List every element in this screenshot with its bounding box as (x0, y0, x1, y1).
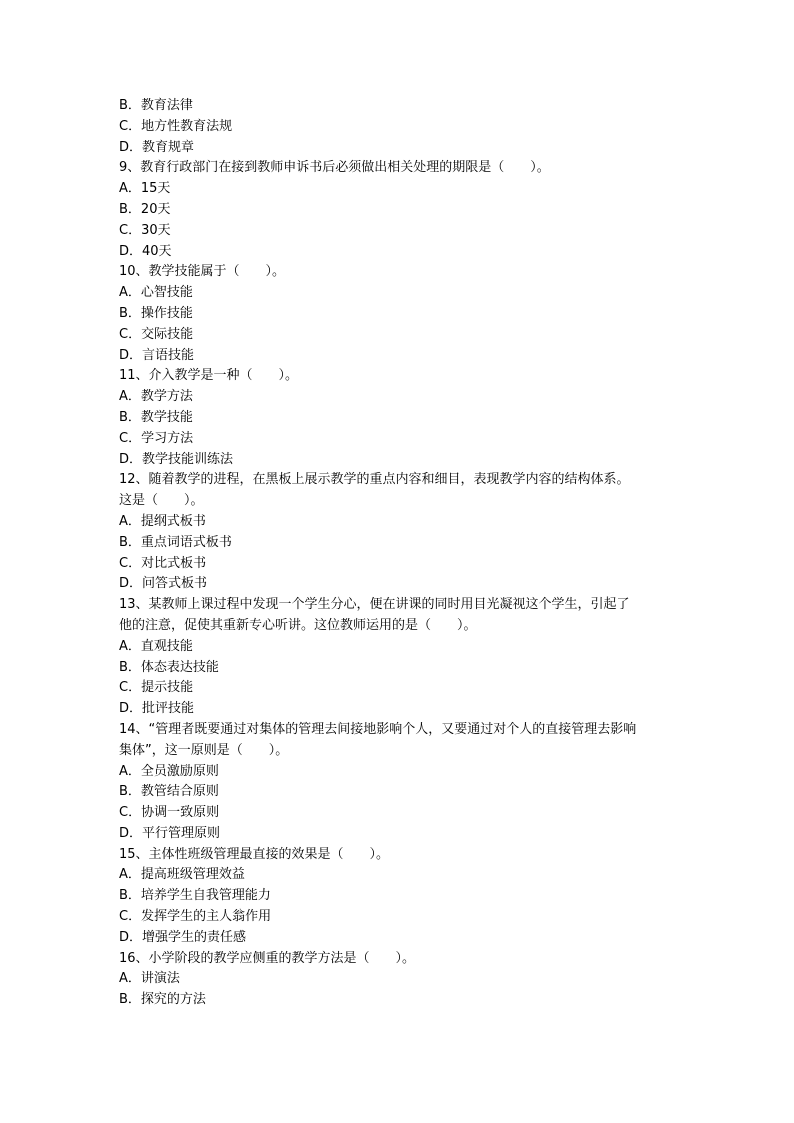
text-line: D．平行管理原则 (119, 825, 221, 841)
question-line: 14、“管理者既要通过对集体的管理去间接地影响个人，又要通过对个人的直接管理去影响 (119, 721, 637, 737)
text-line: B．探究的方法 (119, 992, 206, 1008)
text-line: A．教学方法 (119, 389, 193, 405)
text-line: C．交际技能 (119, 326, 194, 342)
text-line: 他的注意，促使其重新专心听讲。这位教师运用的是（ ）。 (119, 617, 477, 633)
text-line: A．心智技能 (119, 285, 193, 301)
question-line: 12、随着教学的进程，在黑板上展示教学的重点内容和细目，表现教学内容的结构体系。 (119, 472, 630, 488)
text-line: D．40天 (119, 243, 172, 259)
document-body (119, 96, 679, 1011)
text-line: D．问答式板书 (119, 576, 208, 592)
text-line: C．30天 (119, 222, 171, 238)
text-line: 这是（ ）。 (119, 493, 204, 509)
text-line: C．地方性教育法规 (119, 118, 233, 134)
text-line: B．教育法律 (119, 98, 193, 113)
text-line: C．学习方法 (119, 430, 194, 446)
text-line: D．教学技能训练法 (119, 451, 234, 467)
text-line: B．操作技能 (119, 305, 193, 321)
question-line: 16、小学阶段的教学应侧重的教学方法是（ ）。 (119, 950, 416, 966)
question-line: 15、主体性班级管理最直接的效果是（ ）。 (119, 846, 390, 862)
text-line: D．教育规章 (119, 139, 195, 155)
text-line: B．体态表达技能 (119, 659, 219, 675)
question-line: 11、介入教学是一种（ ）。 (119, 368, 299, 384)
text-line: B．20天 (119, 201, 171, 217)
text-line: A．15天 (119, 181, 171, 197)
text-line: C．对比式板书 (119, 555, 207, 571)
text-line: B．教管结合原则 (119, 784, 219, 800)
text-line: A．提高班级管理效益 (119, 867, 245, 883)
text-line: A．直观技能 (119, 638, 193, 654)
question-line: 13、某教师上课过程中发现一个学生分心，便在讲课的同时用目光凝视这个学生，引起了 (119, 597, 630, 613)
question-line: 10、教学技能属于（ ）。 (119, 264, 286, 280)
text-line: A．讲演法 (119, 971, 180, 987)
text-line: C．提示技能 (119, 680, 194, 696)
text-line: B．培养学生自我管理能力 (119, 888, 271, 904)
text-line: D．批评技能 (119, 701, 195, 717)
text-line: D．增强学生的责任感 (119, 929, 247, 945)
text-line: C．协调一致原则 (119, 805, 220, 821)
question-line: 9、教育行政部门在接到教师申诉书后必须做出相关处理的期限是（ ）。 (119, 160, 550, 176)
text-line: B．重点词语式板书 (119, 534, 232, 550)
text-line: C．发挥学生的主人翁作用 (119, 909, 272, 925)
text-line: B．教学技能 (119, 409, 193, 425)
text-line: A．提纲式板书 (119, 513, 206, 529)
text-line: A．全员激励原则 (119, 763, 219, 779)
text-line: 集体”，这一原则是（ ）。 (119, 742, 289, 758)
text-line: D．言语技能 (119, 347, 195, 363)
